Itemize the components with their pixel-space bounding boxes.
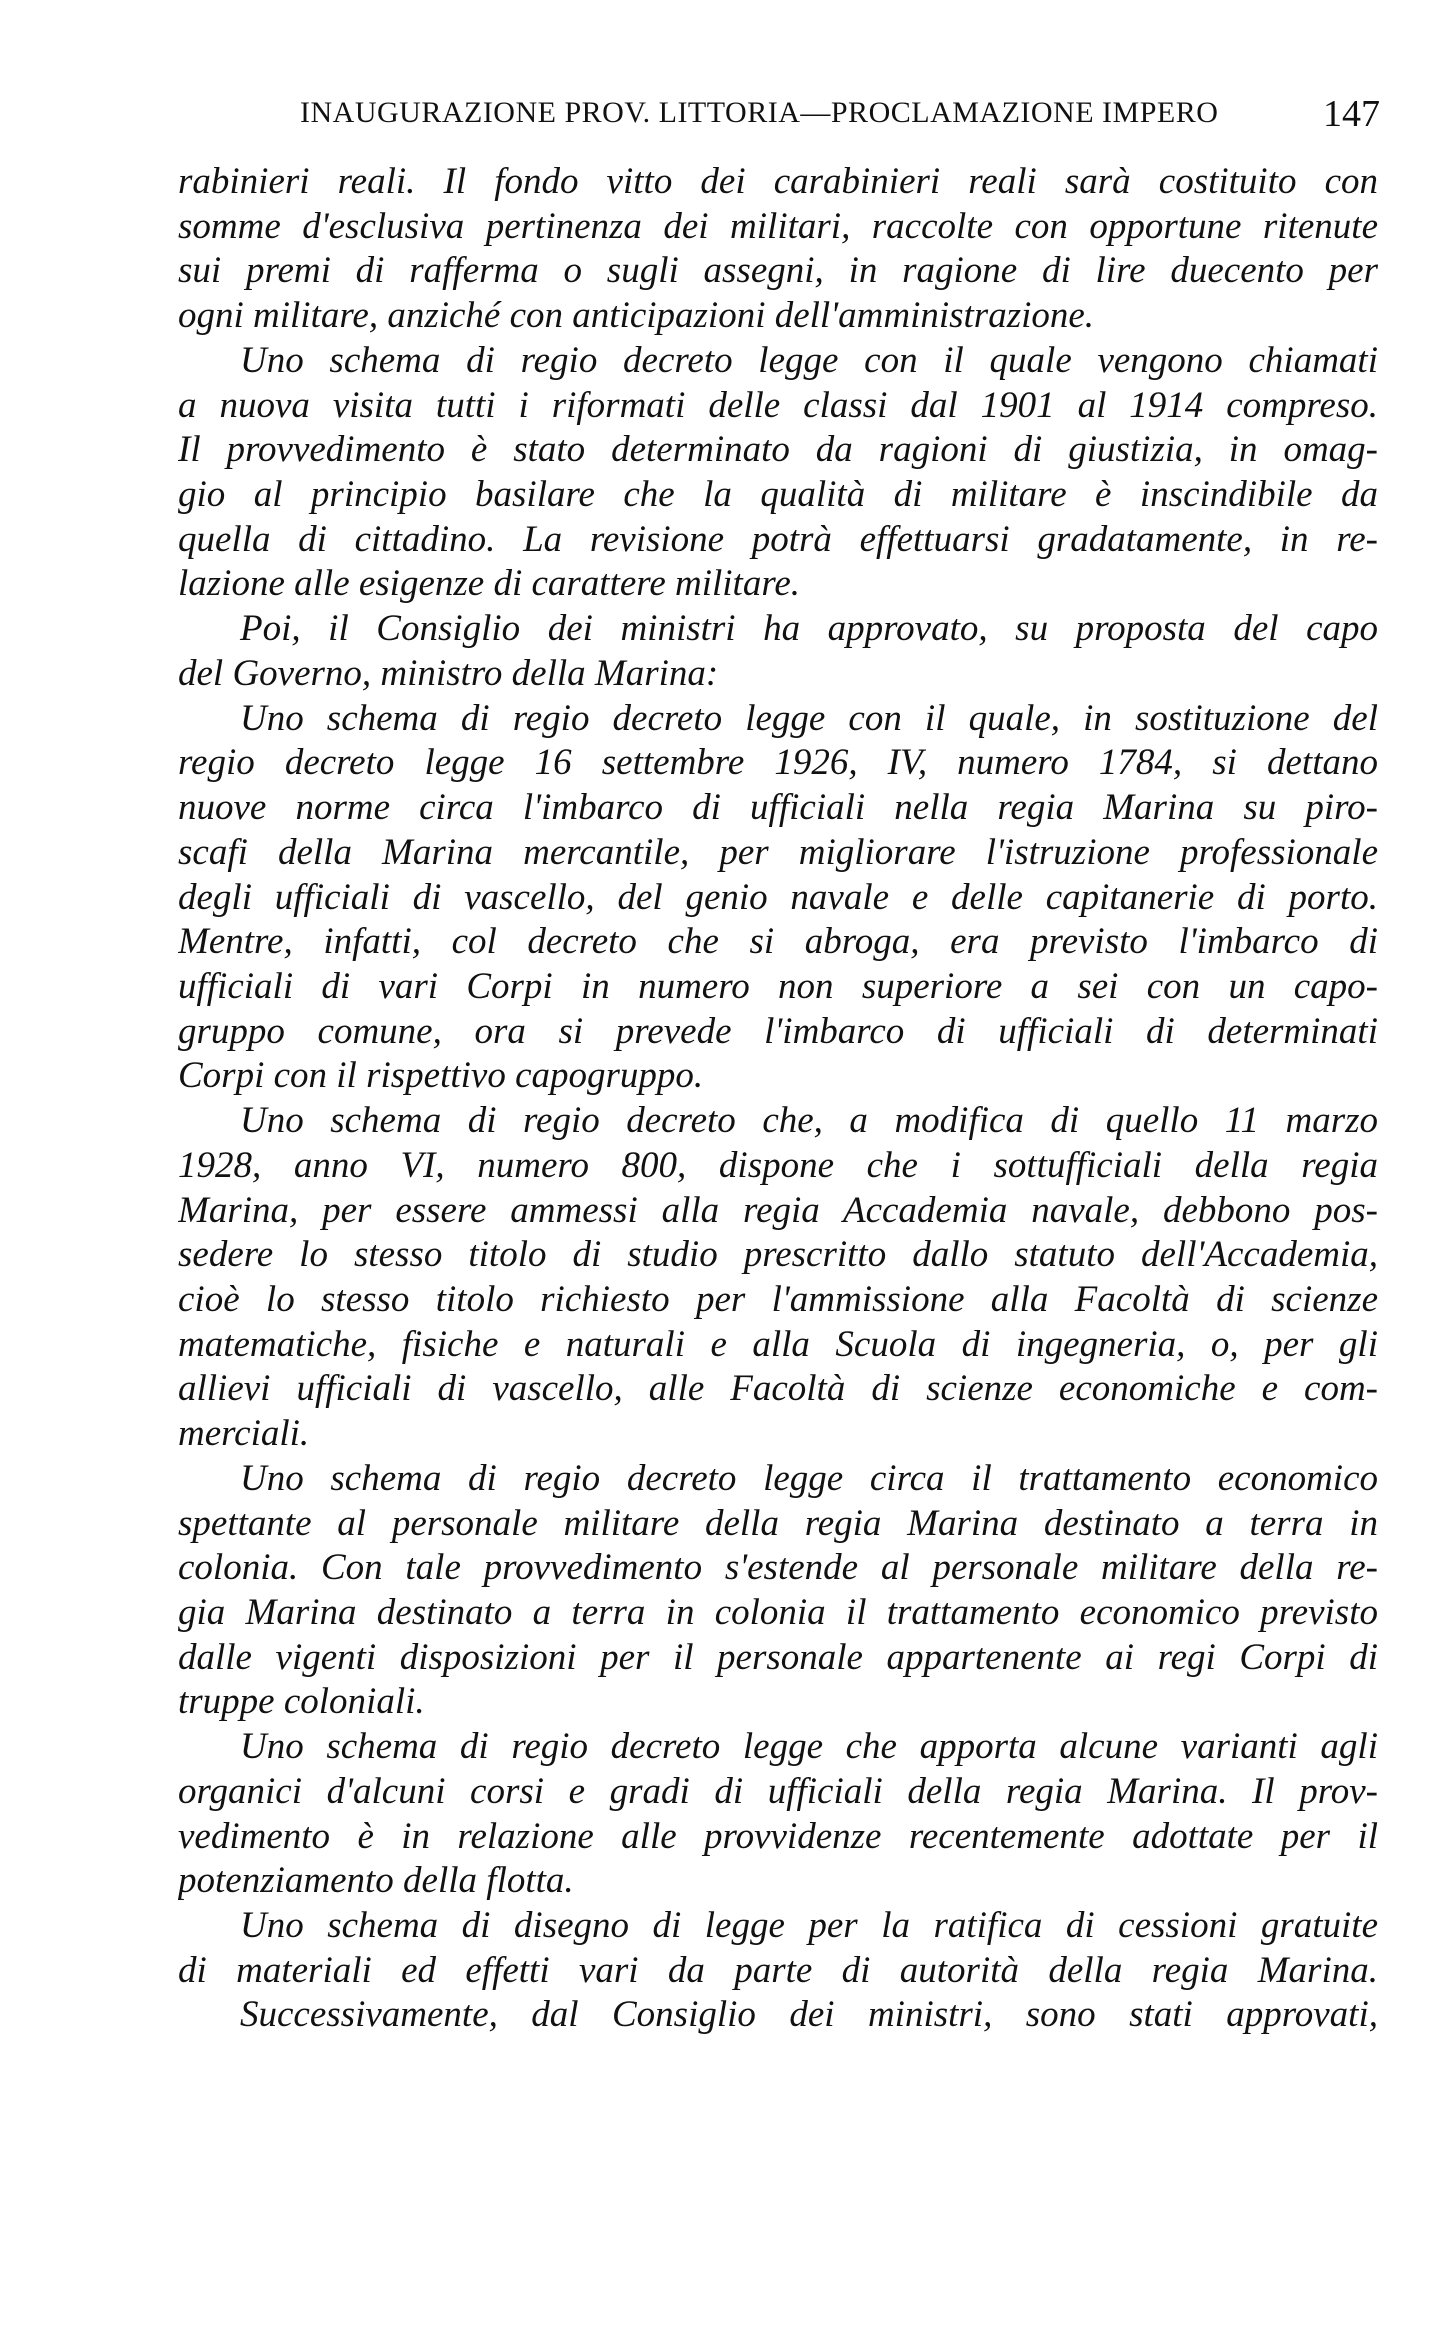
text-line: sedere lo stesso titolo di studio prescritto dallo statuto dell'Accademia, — [178, 1234, 1378, 1276]
text-line: dalle vigenti disposizioni per il personale appartenente ai regi Corpi di — [178, 1636, 1378, 1678]
text-line: Marina, per essere ammessi alla regia Accademia navale, debbono pos- — [178, 1189, 1378, 1231]
text-line: spettante al personale militare della regia Marina destinato a terra in — [178, 1502, 1378, 1544]
text-line: gia Marina destinato a terra in colonia il trattamento economico previsto — [178, 1592, 1378, 1633]
text-line: scafi della Marina mercantile, per migliorare l'istruzione professionale — [178, 831, 1378, 873]
text-line: allievi ufficiali di vascello, alle Facoltà di scienze economiche e com- — [178, 1368, 1378, 1410]
text-line: nuove norme circa l'imbarco di ufficiali nella regia Marina su piro- — [178, 787, 1378, 829]
text-line: Uno schema di regio decreto che, a modifica di quello 11 marzo — [240, 1100, 1378, 1142]
text-line: a nuova visita tutti i riformati delle classi dal 1901 al 1914 compreso. — [178, 384, 1378, 426]
text-line: organici d'alcuni corsi e gradi di ufficiali della regia Marina. Il prov- — [178, 1770, 1378, 1812]
page-header — [300, 93, 1380, 156]
text-line: Corpi con il rispettivo capogruppo. — [178, 1055, 704, 1097]
text-line: ufficiali di vari Corpi in numero non superiore a sei con un capo- — [178, 965, 1378, 1007]
text-line: ogni militare, anziché con anticipazioni dell'amministrazione. — [178, 295, 1095, 337]
text-line: Uno schema di regio decreto legge con il quale, in sostituzione del — [240, 697, 1378, 739]
text-line: Il provvedimento è stato determinato da ragioni di giustizia, in omag- — [178, 429, 1378, 471]
text-line: Successivamente, dal Consiglio dei ministri, sono stati approvati, — [240, 1994, 1378, 2036]
text-line: cioè lo stesso titolo richiesto per l'ammissione alla Facoltà di scienze — [178, 1278, 1378, 1320]
text-line: Uno schema di regio decreto legge che apporta alcune varianti agli — [240, 1726, 1378, 1768]
text-line: sui premi di rafferma o sugli assegni, in ragione di lire duecento per — [178, 250, 1378, 292]
text-line: gio al principio basilare che la qualità di militare è inscindibile da — [178, 474, 1378, 516]
running-title: INAUGURAZIONE PROV. LITTORIA—PROCLAMAZIONE IMPERO — [300, 96, 1219, 129]
text-line: quella di cittadino. La revisione potrà effettuarsi gradatamente, in re- — [178, 518, 1378, 560]
text-line: rabinieri reali. Il fondo vitto dei carabinieri reali sarà costituito con — [178, 161, 1378, 202]
text-line: lazione alle esigenze di carattere militare. — [178, 563, 801, 605]
text-line: regio decreto legge 16 settembre 1926, IV, numero 1784, si dettano — [178, 742, 1378, 784]
body-text — [178, 160, 1378, 2038]
text-line: colonia. Con tale provvedimento s'estende al personale militare della re- — [178, 1547, 1378, 1589]
text-line: gruppo comune, ora si prevede l'imbarco di ufficiali di determinati — [178, 1010, 1378, 1052]
text-line: somme d'esclusiva pertinenza dei militari, raccolte con opportune ritenute — [178, 205, 1378, 247]
text-line: truppe coloniali. — [178, 1681, 425, 1723]
text-line: Uno schema di regio decreto legge con il quale vengono chiamati — [240, 339, 1378, 381]
text-line: degli ufficiali di vascello, del genio navale e delle capitanerie di porto. — [178, 876, 1378, 918]
text-line: potenziamento della flotta. — [178, 1860, 574, 1902]
text-line: matematiche, fisiche e naturali e alla Scuola di ingegneria, o, per gli — [178, 1323, 1378, 1365]
text-line: vedimento è in relazione alle provvidenze recentemente adottate per il — [178, 1815, 1378, 1857]
text-line: Uno schema di disegno di legge per la ratifica di cessioni gratuite — [240, 1905, 1378, 1947]
text-line: del Governo, ministro della Marina: — [178, 652, 719, 694]
text-line: Poi, il Consiglio dei ministri ha approvato, su proposta del capo — [240, 608, 1378, 650]
text-line: Mentre, infatti, col decreto che si abroga, era previsto l'imbarco di — [178, 921, 1378, 963]
text-line: merciali. — [178, 1413, 310, 1455]
page-number: 147 — [1323, 93, 1380, 135]
text-line: di materiali ed effetti vari da parte di autorità della regia Marina. — [178, 1949, 1378, 1991]
text-line: 1928, anno VI, numero 800, dispone che i sottufficiali della regia — [178, 1144, 1378, 1186]
text-line: Uno schema di regio decreto legge circa il trattamento economico — [240, 1457, 1378, 1499]
